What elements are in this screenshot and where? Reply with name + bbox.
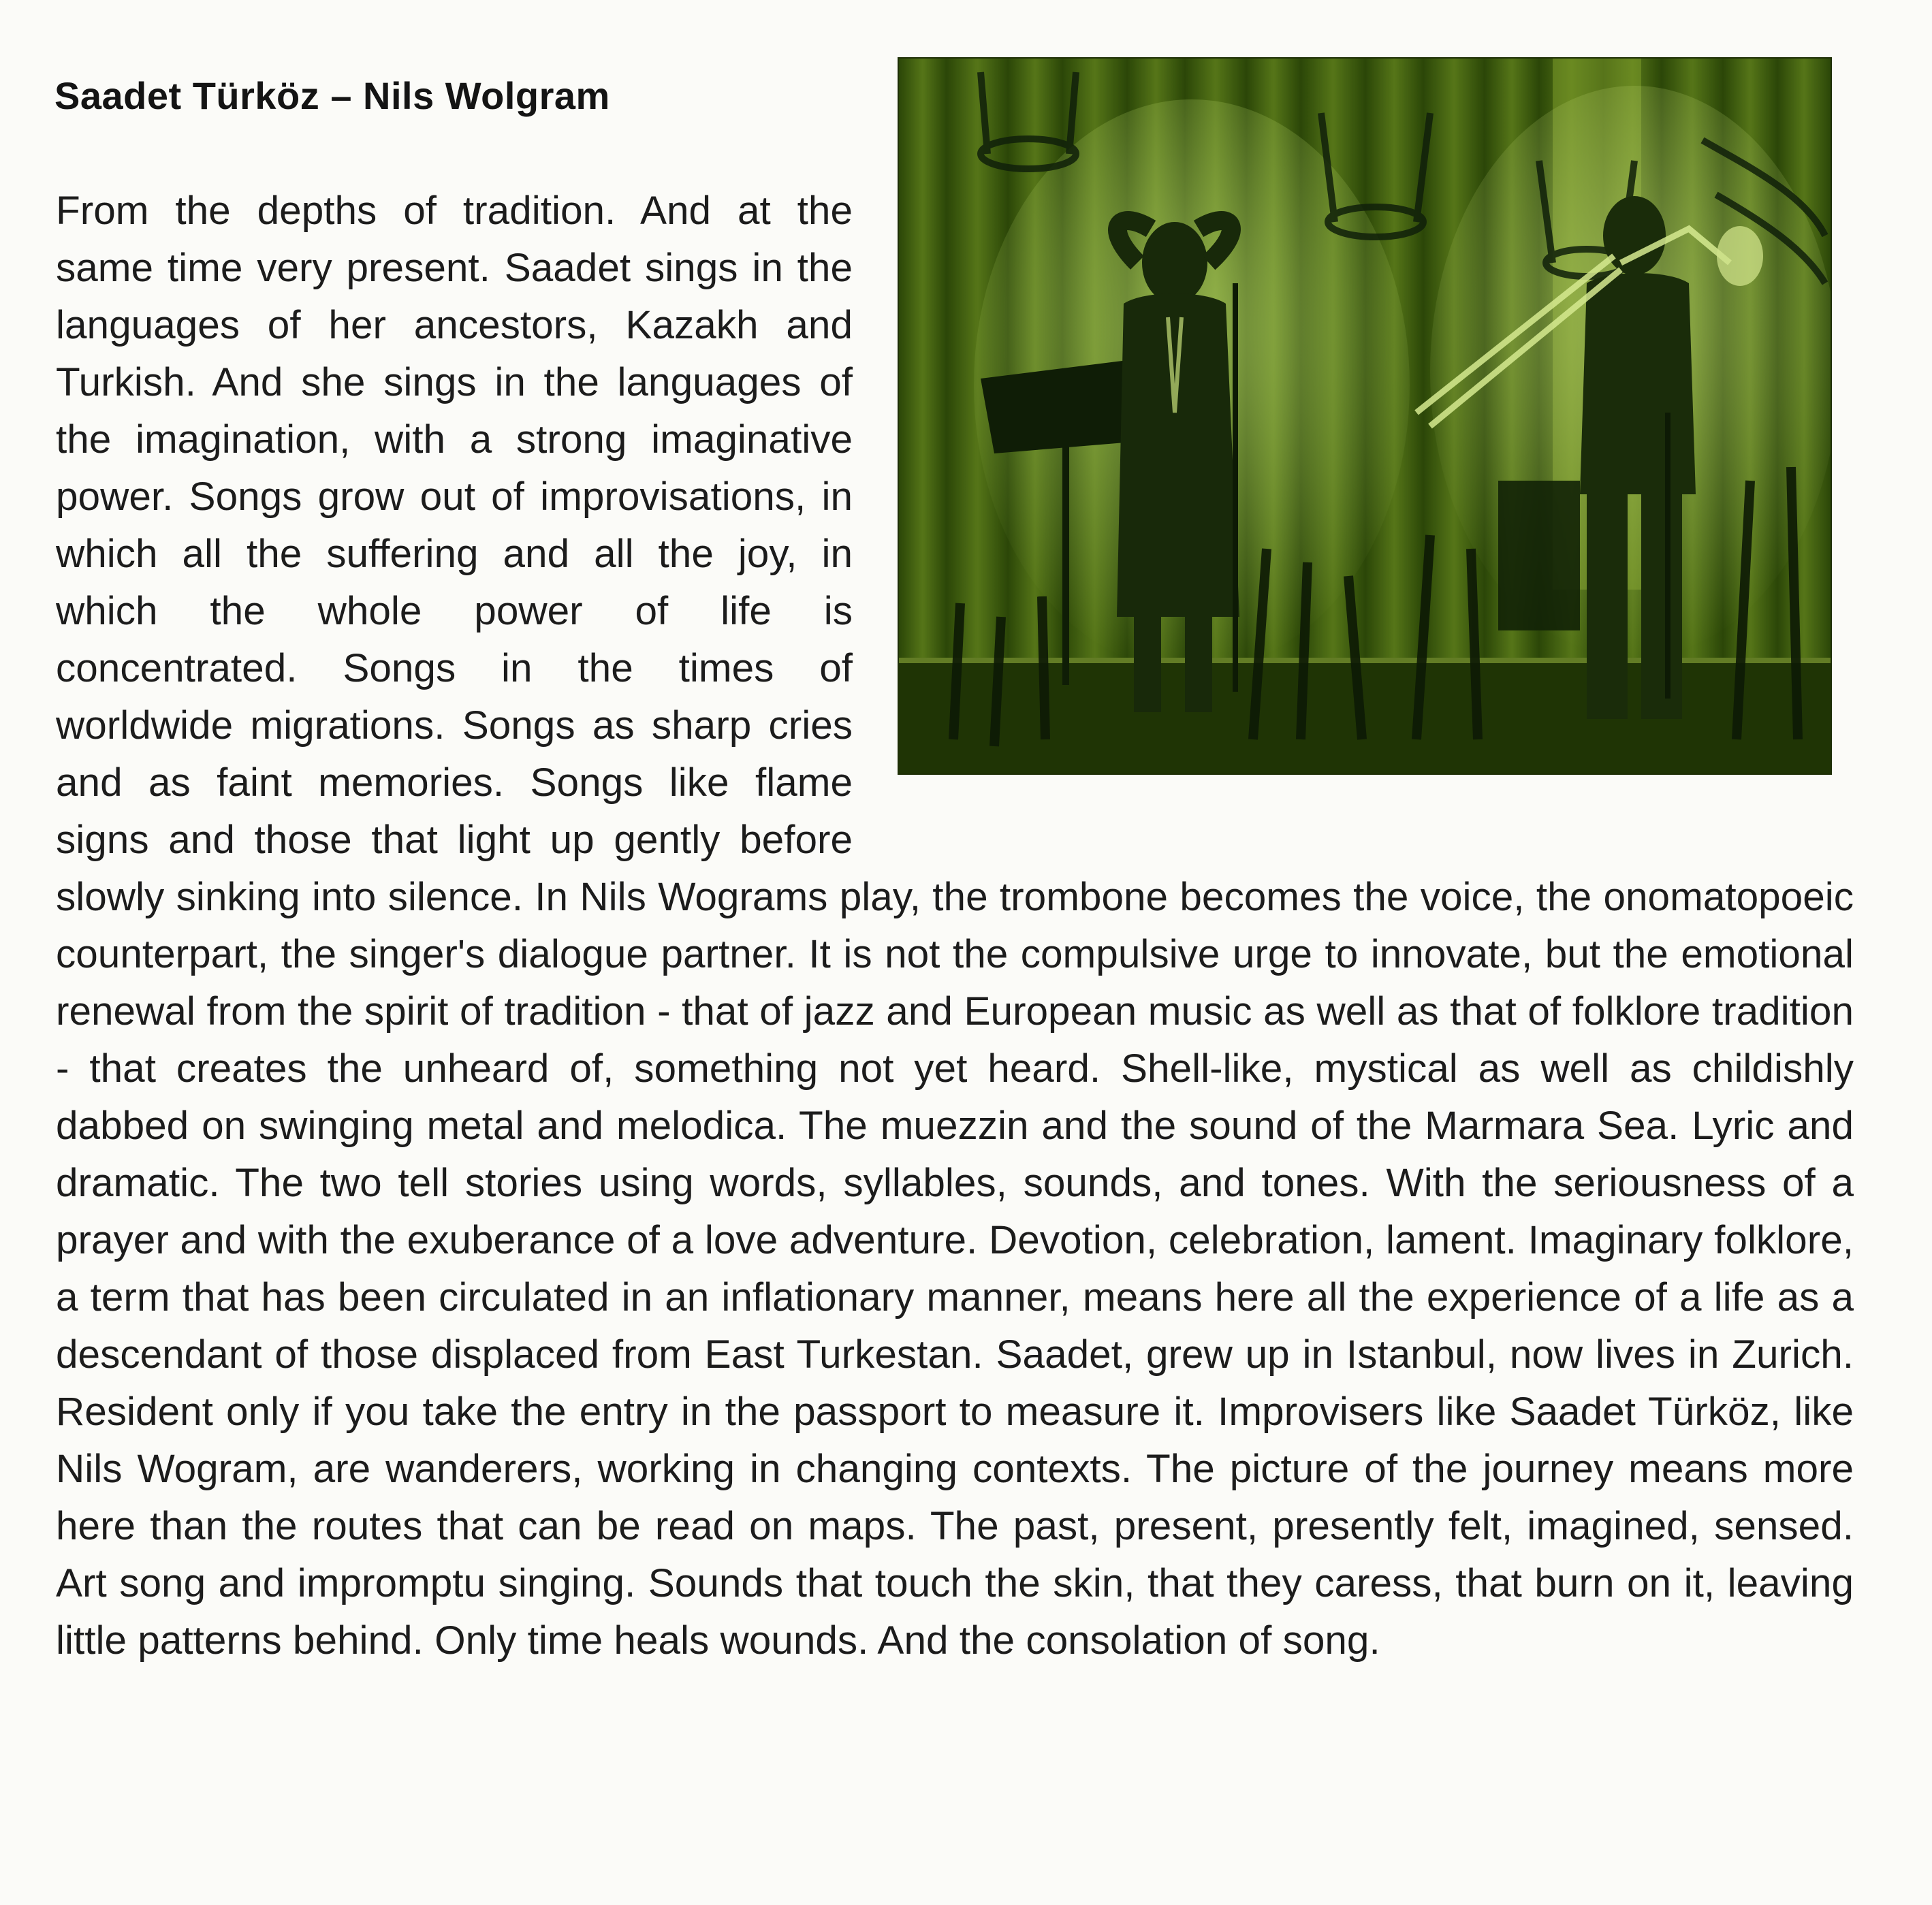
photo-wrap-spacer	[853, 182, 1854, 824]
article-body	[56, 182, 1854, 1669]
article-title: Saadet Türköz – Nils Wolgram	[54, 74, 610, 117]
article-body-text: From the depths of tradition. And at the same time very present. Saadet sings in the languages of her ancestors, Kazakh and Turkish. And she sings in the languages of the imagination, with a strong imaginative power. Songs grow out of improvisations, in which all the suffering and all the joy, in which the whole power of life is concentrated. Songs in the times of worldwide migrations. Songs as sharp cries and as faint memories. Songs like flame signs and those that light up gently before slowly sinking into silence. In Nils Wograms play, the trombone becomes the voice, the onomatopoeic counterpart, the singer's dialogue partner. It is not the compulsive urge to innovate, but the emotional renewal from the spirit of tradition - that of jazz and European music as well as that of folklore tradition - that creates the unheard of, something not yet heard. Shell-like, mystical as well as childishly dabbed on swinging metal and melodica. The muezzin and the sound of the Marmara Sea. Lyric and dramatic. The two tell stories using words, syllables, sounds, and tones. With the seriousness of a prayer and with the exuberance of a love adventure. Devotion, celebration, lament. Imaginary folklore, a term that has been circulated in an inflationary manner, means here all the experience of a life as a descendant of those displaced from East Turkestan. Saadet, grew up in Istanbul, now lives in Zurich. Resident only if you take the entry in the passport to measure it. Improvisers like Saadet Türköz, like Nils Wogram, are wanderers, working in changing contexts. The picture of the journey means more here than the routes that can be read on maps. The past, present, presently felt, imagined, sensed. Art song and impromptu singing. Sounds that touch the skin, that they caress, that burn on it, leaving little patterns behind. Only time heals wounds. And the consolation of song.	[56, 189, 1854, 1663]
